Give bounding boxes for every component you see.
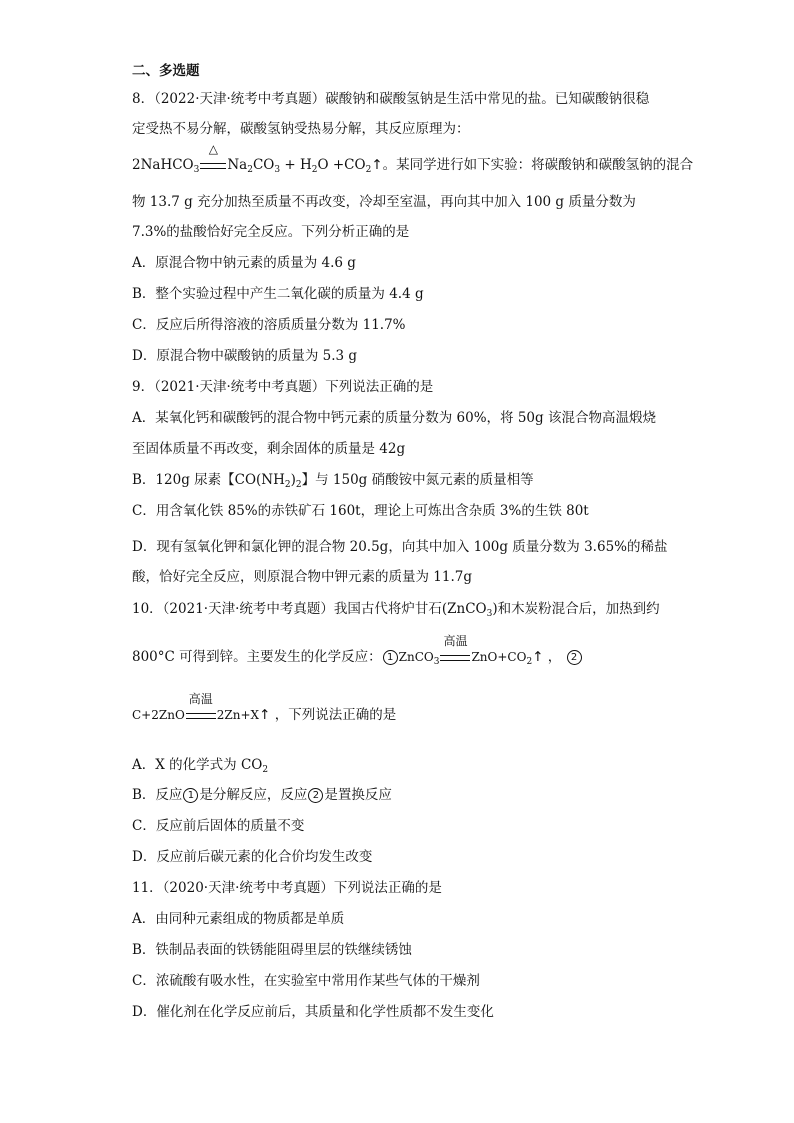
up-arrow-icon: ↑: [532, 649, 544, 665]
q10-stem-line3: C+2ZnO 高温 2Zn+X↑ ，下列说法正确的是: [132, 692, 397, 723]
q10-stem-line2: 800°C 可得到锌。主要发生的化学反应： 1 ZnCO$_3$ 高温 $ZnO+CO_2↑$ ， 2: [132, 648, 583, 666]
q11-stem: 11．（2020·天津·统考中考真题）下列说法正确的是: [132, 880, 442, 896]
q8-equation-line: 2NaHCO$_3$ △ $Na_2CO_3 + H_2O$ $+CO_2↑$。某同学进行如下实验：将碳酸钠和碳酸氢钠的混合: [132, 142, 694, 175]
q8-option-a: A．原混合物中钠元素的质量为 4.6 g: [132, 255, 356, 271]
circled-number-2: 2: [308, 788, 323, 803]
q8-eq-condition: △: [199, 156, 227, 174]
q9-option-b: B．120g 尿素【$CO(NH_2)_2$】与 150g 硝酸铵中氮元素的质量相等: [132, 472, 534, 490]
q8-stem-line5: 7.3%的盐酸恰好完全反应。下列分析正确的是: [132, 224, 410, 240]
q9-stem: 9．（2021·天津·统考中考真题）下列说法正确的是: [132, 379, 434, 395]
q10-eq1-condition: 高温: [439, 648, 471, 666]
up-arrow-icon: ↑: [371, 157, 383, 173]
equals-sign: [200, 163, 226, 169]
equals-sign: [186, 713, 216, 719]
q11-option-b: B．铁制品表面的铁锈能阻碍里层的铁继续锈蚀: [132, 942, 412, 958]
q8-stem-line2: 定受热不易分解，碳酸氢钠受热易分解，其反应原理为：: [132, 121, 470, 137]
q11-option-a: A．由同种元素组成的物质都是单质: [132, 911, 345, 927]
up-arrow-icon: ↑: [259, 707, 271, 723]
section-title: 二、多选题: [132, 63, 200, 79]
q8-option-b: B．整个实验过程中产生二氧化碳的质量为 4.4 g: [132, 286, 424, 302]
q9-option-a-line1: A．某氧化钙和碳酸钙的混合物中钙元素的质量分数为 60%，将 50g 该混合物高温煅烧: [132, 410, 656, 426]
q9-option-a-line2: 至固体质量不再改变，剩余固体的质量是 42g: [132, 441, 406, 457]
q8-option-c: C．反应后所得溶液的溶质质量分数为 11.7%: [132, 317, 406, 333]
q8-option-d: D．原混合物中碳酸钠的质量为 5.3 g: [132, 348, 358, 364]
q11-option-c: C．浓硫酸有吸水性，在实验室中常用作某些气体的干燥剂: [132, 973, 480, 989]
q8-eq-tail: 。某同学进行如下实验：将碳酸钠和碳酸氢钠的混合: [382, 157, 694, 173]
q10-option-b: B．反应 1 是分解反应，反应 2 是置换反应: [132, 787, 392, 803]
circled-number-2: 2: [567, 650, 582, 665]
q10-option-a: A．X 的化学式为 $CO_2$: [132, 757, 269, 775]
equals-sign: [440, 655, 470, 661]
q8-stem-line4: 物 13.7 g 充分加热至质量不再改变，冷却至室温，再向其中加入 100 g 质量分数为: [132, 194, 636, 210]
q10-option-d: D．反应前后碳元素的化合价均发生改变: [132, 849, 373, 865]
q9-option-c: C．用含氧化铁 85%的赤铁矿石 160t，理论上可炼出含杂质 3%的生铁 80t: [132, 503, 589, 519]
q10-eq2-condition: 高温: [185, 706, 217, 724]
q9-option-d-line2: 酸，恰好完全反应，则原混合物中钾元素的质量为 11.7g: [132, 569, 472, 585]
q10-stem-line1: 10．（2021·天津·统考中考真题）我国古代将炉甘石(ZnCO$_3$)和木炭粉混合后，加热到约: [132, 601, 660, 619]
circled-number-1: 1: [383, 650, 398, 665]
q11-option-d: D．催化剂在化学反应前后，其质量和化学性质都不发生变化: [132, 1004, 494, 1020]
circled-number-1: 1: [183, 788, 198, 803]
q10-option-c: C．反应前后固体的质量不变: [132, 818, 305, 834]
q8-eq-left: 2NaHCO: [132, 157, 194, 173]
q8-stem-line1: 8．（2022·天津·统考中考真题）碳酸钠和碳酸氢钠是生活中常见的盐。已知碳酸钠很稳: [132, 91, 650, 107]
q9-option-d-line1: D．现有氢氧化钾和氯化钾的混合物 20.5g，向其中加入 100g 质量分数为 3.65%的稀盐: [132, 539, 668, 555]
